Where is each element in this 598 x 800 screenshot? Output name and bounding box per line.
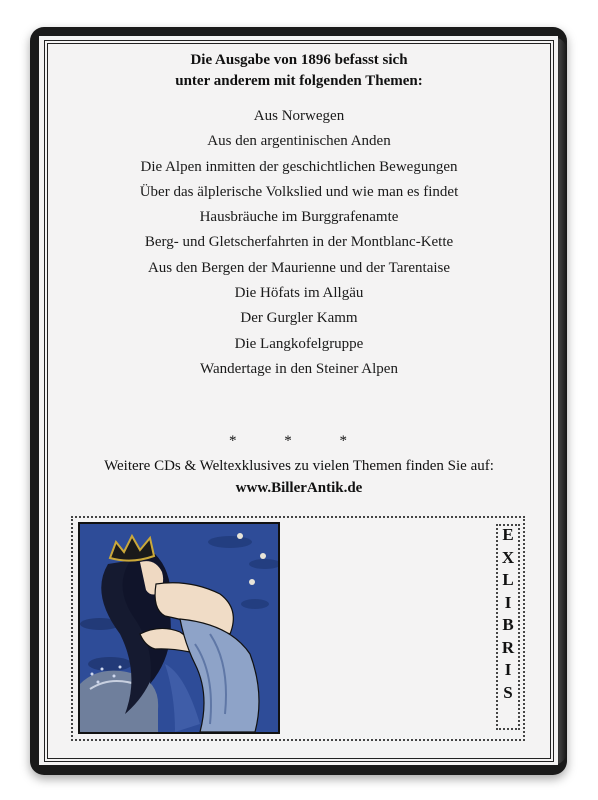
topic-item: Wandertage in den Steiner Alpen [200, 360, 398, 377]
heading [60, 50, 538, 92]
topic-item: Über das älplerische Volkslied und wie man es findet [139, 183, 459, 200]
topic-item: Berg- und Gletscherfahrten in der Montblanc-Kette [144, 234, 454, 251]
exlibris-letter: E [502, 525, 514, 544]
topic-item: Aus Norwegen [253, 108, 345, 124]
exlibris-letter: R [501, 637, 515, 657]
topic-item: Die Langkofelgruppe [234, 335, 364, 352]
exlibris-letter: L [502, 570, 514, 589]
exlibris-letter: S [503, 682, 513, 702]
exlibris-letter: I [504, 660, 512, 679]
exlibris-letter: I [504, 592, 512, 612]
more-text: Weitere CDs & Weltexklusives zu vielen Themen finden Sie auf: [104, 458, 494, 474]
topic-item: Aus den argentinischen Anden [207, 133, 391, 150]
mermaid-artwork [78, 522, 280, 734]
topic-item: Hausbräuche im Burggrafenamte [199, 209, 399, 226]
topic-list [60, 104, 538, 382]
more-info [60, 455, 538, 499]
exlibris-label [496, 524, 520, 704]
topic-item: Die Alpen inmitten der geschichtlichen Bewegungen [140, 158, 458, 175]
website-link[interactable]: www.BillerAntik.de [235, 480, 363, 496]
heading-line-1: Die Ausgabe von 1896 befasst sich [190, 52, 408, 68]
exlibris-letter: B [502, 615, 514, 634]
mermaid-illustration [80, 524, 278, 732]
separator-stars: * * * [229, 433, 369, 449]
exlibris-letter: X [501, 547, 515, 567]
topic-item: Die Höfats im Allgäu [234, 285, 364, 302]
topic-item: Aus den Bergen der Maurienne und der Tarentaise [147, 259, 451, 276]
heading-line-2: unter anderem mit folgenden Themen: [175, 73, 423, 89]
topic-item: Der Gurgler Kamm [240, 310, 358, 327]
